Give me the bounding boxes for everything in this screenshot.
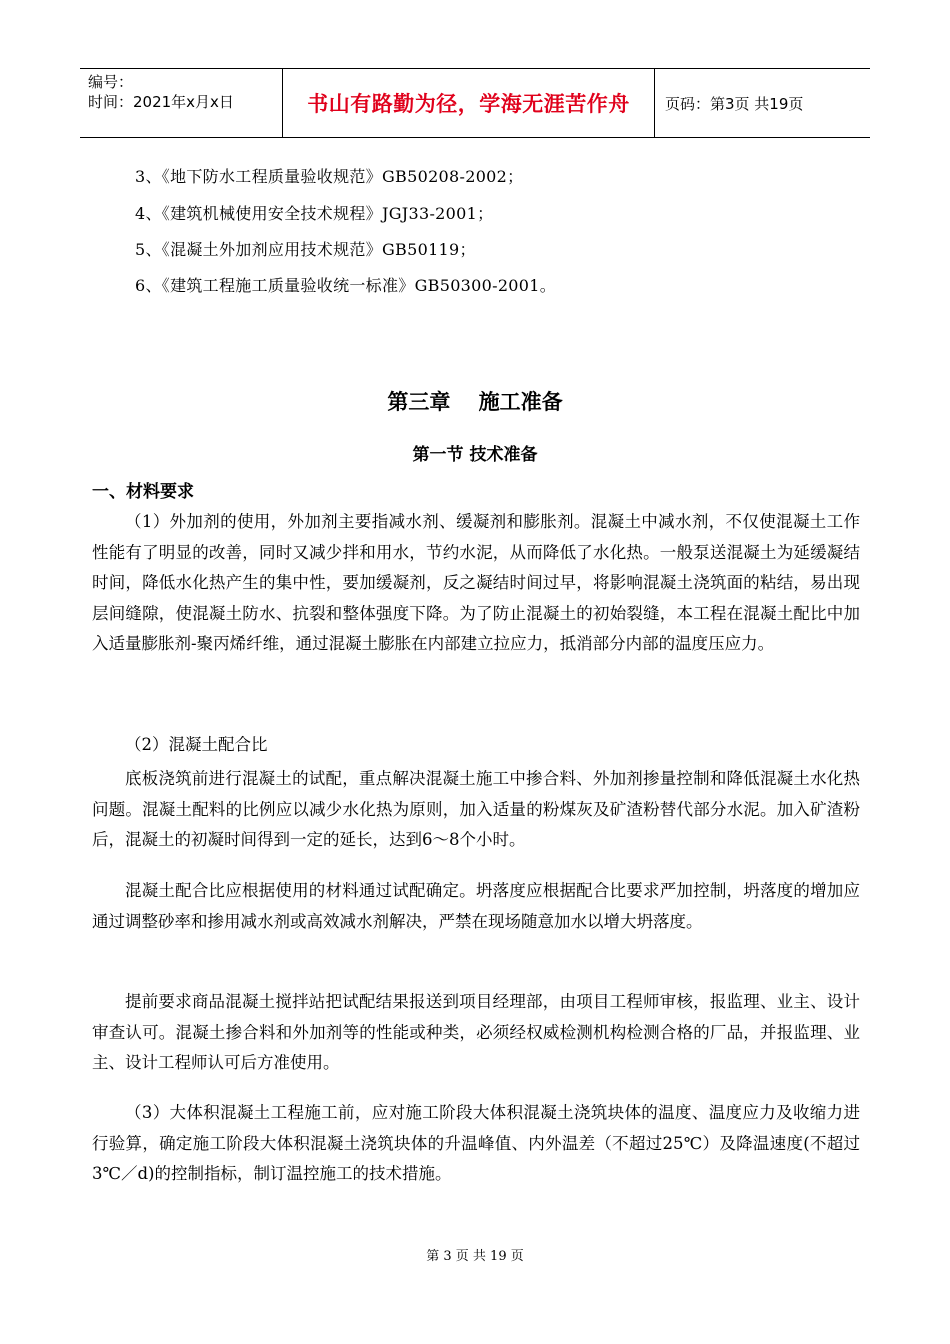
page-footer: 第 3 页 共 19 页: [426, 1249, 524, 1264]
number-label: 编号：: [88, 73, 134, 91]
header-motto: 书山有路勤为径，学海无涯苦作舟: [283, 69, 655, 137]
paragraph-text: （1）外加剂的使用，外加剂主要指减水剂、缓凝剂和膨胀剂。混凝土中减水剂，不仅使混凝土工作性能有了明显的改善，同时又减少拌和用水，节约水泥，从而降低了水化热。一般泵送混凝土为延缓凝结时间，降低水化热产生的集中性，要加缓凝剂，反之凝结时间过早，将影响混凝土浇筑面的粘结，易出现层间缝隙，使混凝土防水、抗裂和整体强度下降。为了防止混凝土的初始裂缝，本工程在混凝土配比中加入适量膨胀剂-聚丙烯纤维，通过混凝土膨胀在内部建立拉应力，抵消部分内部的温度压应力。: [92, 512, 860, 653]
paragraph-text: 底板浇筑前进行混凝土的试配，重点解决混凝土施工中掺合料、外加剂掺量控制和降低混凝土水化热问题。混凝土配料的比例应以减少水化热为原则，加入适量的粉煤灰及矿渣粉替代部分水泥。加入矿渣粉后，混凝土的初凝时间得到一定的延长，达到6～8个小时。: [92, 769, 860, 849]
reference-item: 3、《地下防水工程质量验收规范》GB50208-2002；: [135, 167, 524, 186]
section-title: 第一节 技术准备: [412, 445, 538, 465]
paragraph: [92, 987, 860, 1079]
header-meta: [80, 69, 283, 137]
time-label: 时间：2021年x月x日: [88, 93, 234, 111]
reference-item: 4、《建筑机械使用安全技术规程》JGJ33-2001；: [135, 204, 494, 223]
paragraph: [92, 1098, 860, 1190]
reference-item: 5、《混凝土外加剂应用技术规范》GB50119；: [135, 240, 476, 259]
paragraph-text: 混凝土配合比应根据使用的材料通过试配确定。坍落度应根据配合比要求严加控制，坍落度的增加应通过调整砂率和掺用减水剂或高效减水剂解决，严禁在现场随意加水以增大坍落度。: [92, 881, 860, 931]
header-page-info: 页码：第3页 共19页: [665, 94, 804, 113]
paragraph-text: 提前要求商品混凝土搅拌站把试配结果报送到项目经理部，由项目工程师审核，报监理、业主、设计审查认可。混凝土掺合料和外加剂等的性能或种类，必须经权威检测机构检测合格的厂品，并报监理、业主、设计工程师认可后方准使用。: [92, 992, 860, 1072]
reference-item: 6、《建筑工程施工质量验收统一标准》GB50300-2001。: [135, 276, 557, 295]
paragraph-text: （3）大体积混凝土工程施工前，应对施工阶段大体积混凝土浇筑块体的温度、温度应力及收缩力进行验算，确定施工阶段大体积混凝土浇筑块体的升温峰值、内外温差（不超过25℃）及降温速度(不超过3℃／d)的控制指标，制订温控施工的技术措施。: [92, 1103, 860, 1183]
paragraph: [92, 876, 860, 937]
page-header: [80, 68, 870, 138]
paragraph-text: （2）混凝土配合比: [125, 735, 268, 754]
paragraph: [92, 507, 860, 660]
paragraph: [92, 730, 860, 761]
subheading: 一、材料要求: [92, 482, 194, 502]
chapter-title: 第三章 施工准备: [387, 390, 563, 414]
paragraph: [92, 764, 860, 856]
